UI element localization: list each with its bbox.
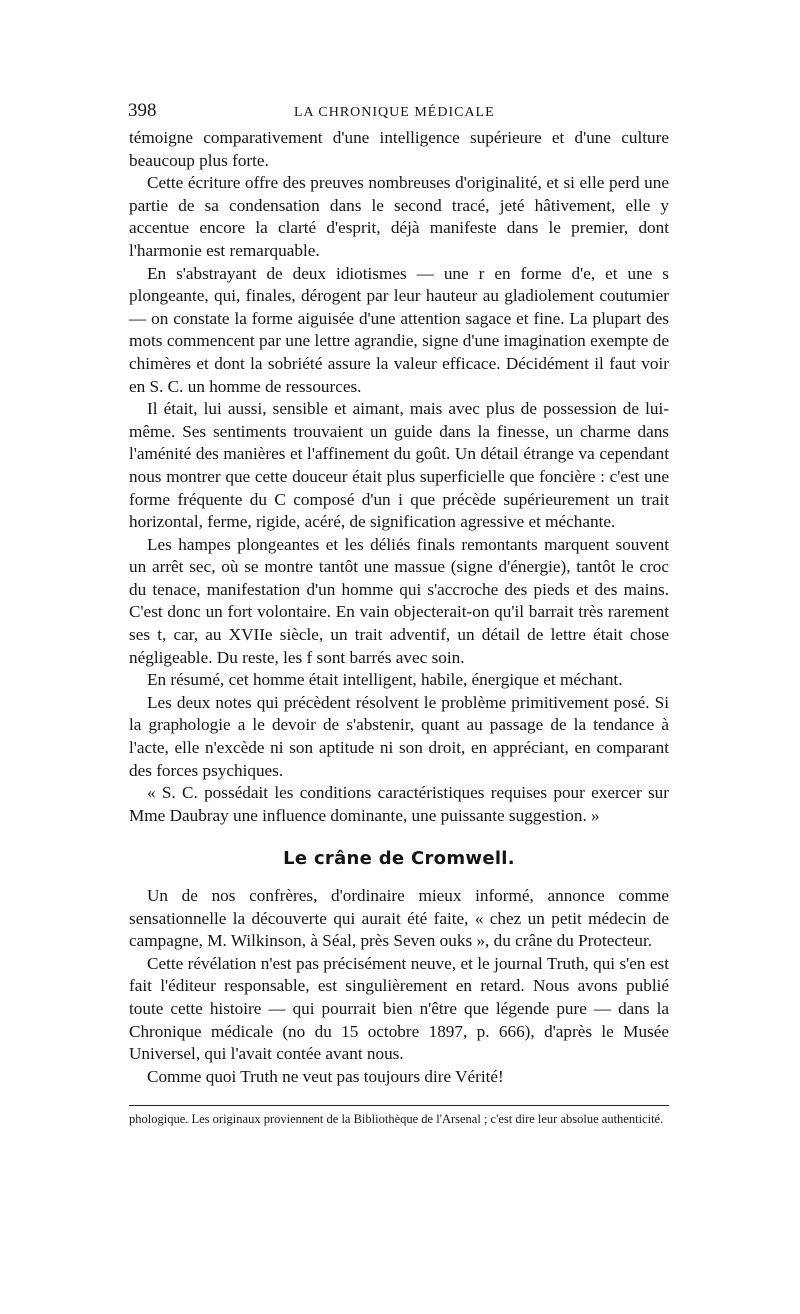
- paragraph: témoigne comparativement d'une intelligence supérieure et d'une culture beaucoup plus forte.: [129, 128, 669, 170]
- paragraph: Les deux notes qui précèdent résolvent le problème primitivement posé. Si la graphologie a le devoir de s'abstenir, quant au passage de la tendance à l'acte, elle n'excède ni son aptitude ni son droit, en appréciant, en comparant des forces psychiques.: [129, 692, 669, 780]
- running-head: [128, 100, 668, 126]
- paragraph: « S. C. possédait les conditions caractéristiques requises pour exercer sur Mme Daubray une influence dominante, une puissante suggestion. »: [129, 783, 669, 825]
- paragraph: En résumé, cet homme était intelligent, habile, énergique et méchant.: [147, 670, 623, 690]
- section-body: [129, 885, 669, 1088]
- paragraph: Cette écriture offre des preuves nombreuses d'originalité, et si elle perd une partie de sa condensation dans le second tracé, jeté hâtivement, elle y accentue encore la clarté d'esprit, déjà manifeste dans le premier, dont l'harmonie est remarquable.: [129, 173, 669, 260]
- footnote: phologique. Les originaux proviennent de la Bibliothèque de l'Arsenal ; c'est dire leur absolue authenticité.: [129, 1112, 664, 1126]
- paragraph: Cette révélation n'est pas précisément neuve, et le journal Truth, qui s'en est fait l'éditeur responsable, est singulièrement en retard. Nous avons publié toute cette histoire — qui pourrait bien n'être que légende pure — dans la Chronique médicale (no du 15 octobre 1897, p. 666), d'après le Musée Universel, qui l'avait contée avant nous.: [129, 953, 669, 1064]
- body-text: [129, 127, 669, 827]
- paragraph: Un de nos confrères, d'ordinaire mieux informé, annonce comme sensationnelle la découverte qui aurait été faite, « chez un petit médecin de campagne, M. Wilkinson, à Séal, près Seven ouks », du crâne du Protecteur.: [129, 886, 669, 951]
- paragraph: Il était, lui aussi, sensible et aimant, mais avec plus de possession de lui-même. Ses sentiments trouvaient un guide dans la finesse, un charme dans l'aménité des manières et l'affinement du goût. Un détail étrange va cependant nous montrer que cette douceur était plus superficielle que foncière : c'est une forme fréquente du C composé d'un i que précède supérieurement un trait horizontal, ferme, rigide, acéré, de signification agressive et méchante.: [129, 399, 669, 532]
- footnote-rule: [129, 1105, 669, 1106]
- section-title: Le crâne de Cromwell.: [283, 848, 515, 869]
- paragraph: En s'abstrayant de deux idiotismes — une r en forme d'e, et une s plongeante, qui, finales, dérogent par leur hauteur au gladiolement coutumier — on constate la forme aiguisée d'une attention sagace et fine. La plupart des mots commencent par une lettre agrandie, signe d'une imagination exempte de chimères et dont la sobriété assure la valeur efficace. Décidément il faut voir en S. C. un homme de ressources.: [129, 263, 669, 396]
- paragraph: Comme quoi Truth ne veut pas toujours dire Vérité!: [147, 1066, 504, 1086]
- paragraph: Les hampes plongeantes et les déliés finals remontants marquent souvent un arrêt sec, où se montre tantôt une massue (signe d'énergie), tantôt le croc du tenace, manifestation d'un homme qui s'accroche des pieds et des mains. C'est donc un fort volontaire. En vain objecterait-on qu'il barrait très rarement ses t, car, au XVIIe siècle, un trait adventif, un détail de lettre était chose négligeable. Du reste, les f sont barrés avec soin.: [129, 534, 669, 667]
- page-number: 398: [128, 100, 157, 121]
- running-title: LA CHRONIQUE MÉDICALE: [294, 105, 495, 120]
